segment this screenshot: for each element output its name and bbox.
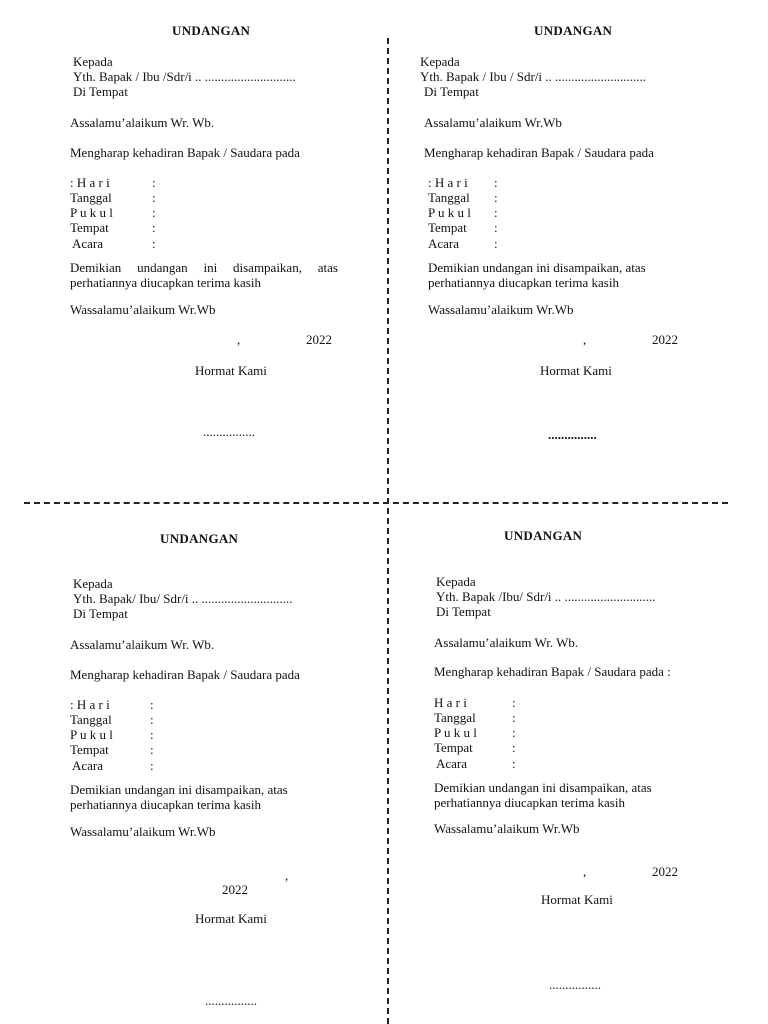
closing-line-2: perhatiannya diucapkan terima kasih xyxy=(70,275,261,290)
date-year: 2022 xyxy=(222,882,248,897)
closing-line-2: perhatiannya diucapkan terima kasih xyxy=(428,275,619,290)
request-text: Mengharap kehadiran Bapak / Saudara pada : xyxy=(434,664,671,679)
field-label-tempat: Tempat xyxy=(70,742,109,757)
field-label-tempat: Tempat xyxy=(428,220,467,235)
field-colon: : xyxy=(150,697,154,712)
field-colon: : xyxy=(494,175,498,190)
field-colon: : xyxy=(152,205,156,220)
field-label-pukul: P u k u l xyxy=(70,205,113,220)
date-year: 2022 xyxy=(652,864,678,879)
recipient-line: Yth. Bapak / Ibu / Sdr/i .. ............................ xyxy=(420,69,647,84)
field-colon: : xyxy=(494,220,498,235)
field-colon: : xyxy=(512,695,516,710)
kepada-label: Kepada xyxy=(436,574,476,589)
field-label-pukul: P u k u l xyxy=(434,725,477,740)
field-label-hari: : H a r i xyxy=(70,175,110,190)
recipient-line: Yth. Bapak / Ibu /Sdr/i .. ............................ xyxy=(73,69,296,84)
field-label-hari: : H a r i xyxy=(428,175,468,190)
date-comma: , xyxy=(583,864,587,879)
card-title: UNDANGAN xyxy=(172,23,251,38)
closing-line-2: perhatiannya diucapkan terima kasih xyxy=(434,795,625,810)
field-label-tanggal: Tanggal xyxy=(434,710,476,725)
closing-line-2: perhatiannya diucapkan terima kasih xyxy=(70,797,261,812)
horizontal-cut-line xyxy=(24,502,728,504)
signature-dots: ............... xyxy=(548,427,597,442)
field-colon: : xyxy=(150,712,154,727)
field-label-acara: Acara xyxy=(428,236,460,251)
field-label-tempat: Tempat xyxy=(70,220,109,235)
hormat-kami: Hormat Kami xyxy=(195,911,267,926)
hormat-kami: Hormat Kami xyxy=(540,363,612,378)
field-colon: : xyxy=(152,175,156,190)
vertical-cut-line xyxy=(387,38,389,1024)
greeting-text: Assalamu’alaikum Wr. Wb. xyxy=(434,635,579,650)
recipient-line: Yth. Bapak /Ibu/ Sdr/i .. ............................ xyxy=(436,589,656,604)
field-label-tanggal: Tanggal xyxy=(70,712,112,727)
field-colon: : xyxy=(152,190,156,205)
card-title: UNDANGAN xyxy=(534,23,613,38)
field-colon: : xyxy=(150,758,154,773)
closing-paragraph xyxy=(70,260,338,290)
signature-dots: ................ xyxy=(203,424,255,439)
closing-line-1: Demikian undangan ini disampaikan, atas xyxy=(428,260,646,275)
card-title: UNDANGAN xyxy=(504,528,583,543)
request-text: Mengharap kehadiran Bapak / Saudara pada xyxy=(424,145,654,160)
field-label-hari: H a r i xyxy=(434,695,467,710)
request-text: Mengharap kehadiran Bapak / Saudara pada xyxy=(70,667,300,682)
field-label-acara: Acara xyxy=(72,758,104,773)
field-colon: : xyxy=(152,236,156,251)
hormat-kami: Hormat Kami xyxy=(195,363,267,378)
farewell-text: Wassalamu’alaikum Wr.Wb xyxy=(428,302,574,317)
closing-line-1: Demikian undangan ini disampaikan, atas xyxy=(70,260,338,275)
field-colon: : xyxy=(150,727,154,742)
kepada-label: Kepada xyxy=(73,54,113,69)
field-colon: : xyxy=(152,220,156,235)
closing-line-1: Demikian undangan ini disampaikan, atas xyxy=(434,780,652,795)
field-colon: : xyxy=(512,725,516,740)
di-tempat-label: Di Tempat xyxy=(73,606,128,621)
date-year: 2022 xyxy=(306,332,332,347)
di-tempat-label: Di Tempat xyxy=(73,84,128,99)
signature-dots: ................ xyxy=(549,977,601,992)
recipient-line: Yth. Bapak/ Ibu/ Sdr/i .. ............................ xyxy=(73,591,293,606)
closing-line-1: Demikian undangan ini disampaikan, atas xyxy=(70,782,288,797)
farewell-text: Wassalamu’alaikum Wr.Wb xyxy=(70,824,216,839)
field-colon: : xyxy=(494,236,498,251)
field-label-tanggal: Tanggal xyxy=(428,190,470,205)
field-colon: : xyxy=(512,740,516,755)
field-colon: : xyxy=(512,710,516,725)
farewell-text: Wassalamu’alaikum Wr.Wb xyxy=(70,302,216,317)
date-year: 2022 xyxy=(652,332,678,347)
request-text: Mengharap kehadiran Bapak / Saudara pada xyxy=(70,145,300,160)
field-colon: : xyxy=(512,756,516,771)
field-label-acara: Acara xyxy=(436,756,468,771)
field-colon: : xyxy=(150,742,154,757)
hormat-kami: Hormat Kami xyxy=(541,892,613,907)
field-label-pukul: P u k u l xyxy=(428,205,471,220)
greeting-text: Assalamu’alaikum Wr.Wb xyxy=(424,115,562,130)
greeting-text: Assalamu’alaikum Wr. Wb. xyxy=(70,115,215,130)
field-label-tempat: Tempat xyxy=(434,740,473,755)
date-comma: , xyxy=(583,332,587,347)
field-label-pukul: P u k u l xyxy=(70,727,113,742)
di-tempat-label: Di Tempat xyxy=(436,604,491,619)
greeting-text: Assalamu’alaikum Wr. Wb. xyxy=(70,637,215,652)
date-comma: , xyxy=(285,868,289,883)
field-colon: : xyxy=(494,190,498,205)
card-title: UNDANGAN xyxy=(160,531,239,546)
field-label-tanggal: Tanggal xyxy=(70,190,112,205)
kepada-label: Kepada xyxy=(73,576,113,591)
date-comma: , xyxy=(237,332,241,347)
field-colon: : xyxy=(494,205,498,220)
di-tempat-label: Di Tempat xyxy=(424,84,479,99)
farewell-text: Wassalamu’alaikum Wr.Wb xyxy=(434,821,580,836)
field-label-acara: Acara xyxy=(72,236,104,251)
kepada-label: Kepada xyxy=(420,54,460,69)
field-label-hari: : H a r i xyxy=(70,697,110,712)
signature-dots: ................ xyxy=(205,993,257,1008)
